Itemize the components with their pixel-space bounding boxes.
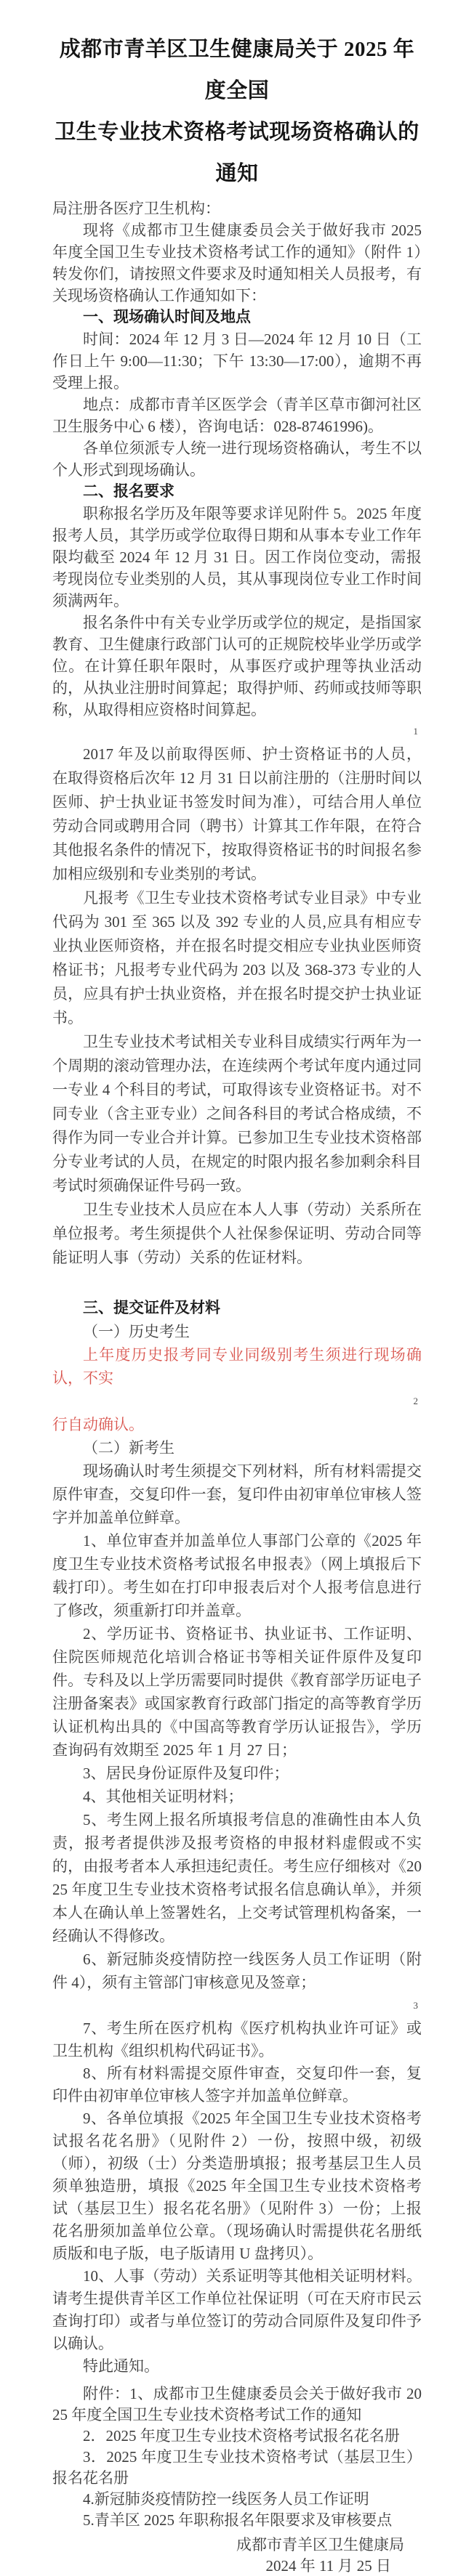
paragraph: 2017 年及以前取得医师、护士资格证书的人员，在取得资格后次年 12 月 31 日以前注册的（注册时间以医师、护士执业证书签发时间为准），可结合用人单位劳动合同或聘用合同（聘书）计算其工作年限，在符合其他报名条件的情况下，按取得资格证书的时间报名参加相应级别和专业类别的考试。 xyxy=(52,745,422,883)
paragraph: 9、各单位填报《2025 年全国卫生专业技术资格考试报名花名册》（见附件 2）一份，按照中级，初级（师），初级（士）分类造册填报；报考基层卫生人员须单独造册，填报《2025 年全国卫生专业技术资格考试（基层卫生）报名花名册》（见附件 3）一份；上报花名册须加盖单位公章。（现场确认时需提供花名册纸质版和电子版，电子版请用 U 盘拷贝）。 xyxy=(52,2110,422,2262)
paragraph: 地点：成都市青羊区医学会（青羊区草市御河社区卫生服务中心 6 楼），咨询电话：028-87461996)。 xyxy=(52,396,422,435)
salutation: 局注册各医疗卫生机构： xyxy=(52,200,220,217)
paragraph: 职称报名学历及年限等要求详见附件 5。2025 年度报考人员，其学历或学位取得日期和从事本专业工作年限均截至 2024 年 12 月 31 日。因工作岗位变动，需报考现岗位专业类别的人员，其从事现岗位专业工作时间须满两年。 xyxy=(52,505,422,609)
notice-title-line-1: 成都市青羊区卫生健康局关于 2025 年度全国 xyxy=(59,38,415,102)
paragraph: 8、所有材料需提交原件审查，交复印件一套，复印件由初审单位审核人签字并加盖单位鲜章。 xyxy=(52,2065,422,2105)
paragraph: 时间：2024 年 12 月 3 日—2024 年 12 月 10 日（工作日上午 9:00—11:30；下午 13:30—17:00），逾期不再受理上报。 xyxy=(52,331,422,392)
document-body xyxy=(52,198,422,2576)
paragraph: 凡报考《卫生专业技术资格考试专业目录》中专业代码为 301 至 365 以及 392 专业的人员,应具有相应专业执业医师资格，并在报名时提交相应专业执业医师资格证书；凡报考专业代码为 203 以及 368-373 专业的人员，应具有护士执业资格，并在报名时提交护士执业证书。 xyxy=(52,889,422,1026)
paragraph: 卫生专业技术考试相关专业科目成绩实行两年为一个周期的滚动管理办法，在连续两个考试年度内通过同一专业 4 个科目的考试，可取得该专业资格证书。对不同专业（含主亚专业）之间各科目的考试合格成绩，不得作为同一专业合并计算。已参加卫生专业技术资格部分专业考试的人员，在规定的时限内报名参加剩余科目考试时须确保证件号码一致。 xyxy=(52,1033,422,1194)
paragraph: 5、考生网上报名所填报考信息的准确性由本人负责，报考者提供涉及报考资格的申报材料虚假或不实的，由报考者本人承担违纪责任。考生应仔细核对《2025 年度卫生专业技术资格考试报名信息确认单》，并须本人在确认单上签署姓名，上交考试管理机构备案，一经确认不得修改。 xyxy=(52,1811,422,1945)
attachment-item: 4.新冠肺炎疫情防控一线医务人员工作证明 xyxy=(83,2490,369,2508)
paragraph: 2、学历证书、资格证书、执业证书、工作证明、住院医师规范化培训合格证书等相关证件原件及复印件。专科及以上学历需要同时提供《教育部学历证电子注册备案表》或国家教育行政部门指定的高等教育学历认证机构出具的《中国高等教育学历认证报告》，学历查询码有效期至 2025 年 1 月 27 日； xyxy=(52,1625,422,1759)
subsection-heading: （一）历史考生 xyxy=(83,1323,190,1340)
paragraph: 1、单位审查并加盖单位人事部门公章的《2025 年度卫生专业技术资格考试报名申报表》（网上填报后下载打印）。考生如在打印申报表后对个人报考信息进行了修改，须重新打印并盖章。 xyxy=(52,1532,422,1619)
red-notice-line: 上年度历史报考同专业同级别考生须进行现场确认，不实 xyxy=(52,1346,422,1387)
paragraph: 7、考生所在医疗机构《医疗机构执业许可证》或卫生机构《组织机构代码证书》。 xyxy=(52,2020,422,2059)
page-number: 2 xyxy=(413,1396,418,1406)
red-notice-line: 行自动确认。 xyxy=(52,1416,144,1433)
attachment-item: 附件：1、成都市卫生健康委员会关于做好我市 2025 年度全国卫生专业技术资格考试工作的通知 xyxy=(52,2385,422,2423)
section-heading: 一、现场确认时间及地点 xyxy=(83,309,251,325)
paragraph: 报名条件中有关专业学历或学位的规定，是指国家教育、卫生健康行政部门认可的正规院校毕业学历或学位。在计算任职年限时，从事医疗或护理等执业活动的，从执业注册时间算起；取得护师、药师或技师等职称，从取得相应资格时间算起。 xyxy=(52,614,422,718)
paragraph: 6、新冠肺炎疫情防控一线医务人员工作证明（附件 4），须有主管部门审核意见及签章； xyxy=(52,1951,422,1991)
section-heading: 二、报名要求 xyxy=(83,483,174,500)
paragraph: 4、其他相关证明材料； xyxy=(83,1788,244,1805)
paragraph: 3、居民身份证原件及复印件； xyxy=(83,1765,289,1782)
paragraph: 卫生专业技术人员应在本人人事（劳动）关系所在单位报考。考生须提供个人社保参保证明、劳动合同等能证明人事（劳动）关系的佐证材料。 xyxy=(52,1201,422,1266)
paragraph: 10、人事（劳动）关系证明等其他相关证明材料。请考生提供青羊区工作单位社保证明（可在天府市民云查询打印）或者与单位签订的劳动合同原件及复印件予以确认。 xyxy=(52,2267,422,2352)
paragraph: 各单位须派专人统一进行现场资格确认，考生不以个人形式到现场确认。 xyxy=(52,440,422,479)
paragraph: 特此通知。 xyxy=(83,2357,159,2375)
page-number: 3 xyxy=(413,2000,418,2011)
paragraph: 现将《成都市卫生健康委员会关于做好我市 2025 年度全国卫生专业技术资格考试工作的通知》（附件 1）转发你们，请按照文件要求及时通知相关人员报考，有关现场资格确认工作通知如下： xyxy=(52,222,422,304)
issue-date: 2024 年 11 月 25 日 xyxy=(265,2557,391,2575)
notice-title-line-2: 卫生专业技术资格考试现场资格确认的通知 xyxy=(55,121,419,185)
attachment-item: 3．2025 年度卫生专业技术资格考试（基层卫生）报名花名册 xyxy=(52,2448,422,2487)
attachment-item: 5.青羊区 2025 年职称报名年限要求及审核要点 xyxy=(83,2511,393,2529)
section-heading: 三、提交证件及材料 xyxy=(83,1300,220,1316)
attachment-item: 2．2025 年度卫生专业技术资格考试报名花名册 xyxy=(83,2427,400,2445)
notice-title xyxy=(52,29,422,195)
paragraph: 现场确认时考生须提交下列材料，所有材料需提交原件审查，交复印件一套，复印件由初审单位审核人签字并加盖单位鲜章。 xyxy=(52,1462,422,1526)
issuer-signature: 成都市青羊区卫生健康局 xyxy=(236,2536,404,2553)
page-number: 1 xyxy=(413,726,418,737)
subsection-heading: （二）新考生 xyxy=(83,1439,174,1457)
